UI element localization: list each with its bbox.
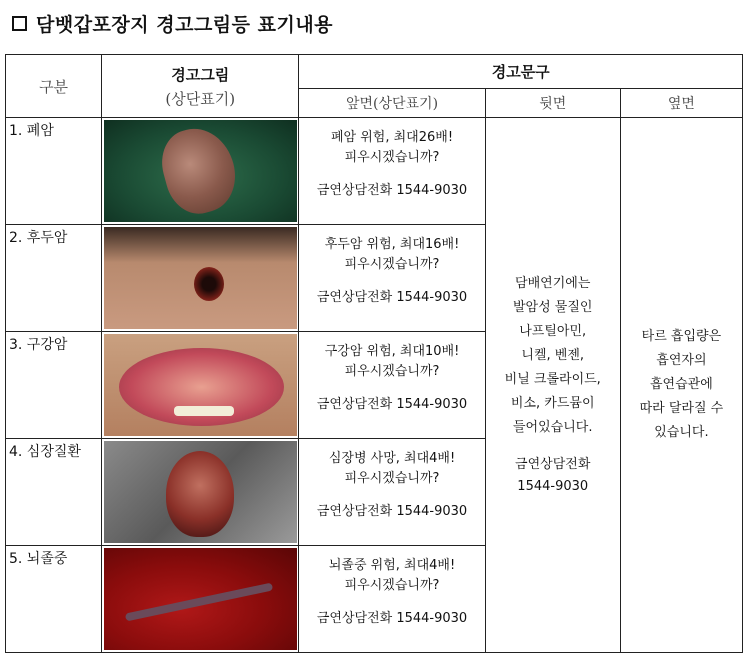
front-line2: 피우시겠습니까? [344,150,440,165]
row-category: 3. 구강암 [6,332,102,439]
back-line2: 발암성 물질인 [512,300,593,315]
side-text-cell [620,118,742,653]
back-line3: 나프틸아민, [519,324,587,339]
front-line1: 폐암 위험, 최대26배! [330,130,454,145]
header-back: 뒷면 [485,89,620,118]
row-picture [102,332,299,439]
header-picture-title: 경고그림 [171,65,230,84]
row-category: 4. 심장질환 [6,439,102,546]
front-hotline: 금연상담전화 1544-9030 [316,397,468,412]
heart-disease-image [104,441,297,543]
front-line1: 후두암 위험, 최대16배! [324,237,460,252]
back-text-cell [485,118,620,653]
back-line1: 담배연기에는 [515,276,591,291]
front-line2: 피우시겠습니까? [344,364,440,379]
side-line3: 흡연습관에 [650,377,713,392]
row-picture [102,118,299,225]
header-front: 앞면(상단표기) [299,89,485,118]
header-warning: 경고문구 [299,55,743,89]
row-front-text [299,546,485,653]
back-line6: 비소, 카드뮴이 [510,396,595,411]
front-line1: 심장병 사망, 최대4배! [328,451,456,466]
header-side: 옆면 [620,89,742,118]
lung-cancer-image [104,120,297,222]
front-hotline: 금연상담전화 1544-9030 [316,183,468,198]
back-line4: 니켈, 벤젠, [521,348,585,363]
heading-text: 담뱃갑포장지 경고그림등 표기내용 [36,13,334,36]
back-hotline-label: 금연상담전화 [515,457,591,472]
row-picture [102,546,299,653]
back-hotline [486,454,620,498]
header-picture [102,55,299,118]
row-front-text [299,439,485,546]
front-line1: 뇌졸중 위험, 최대4배! [328,558,456,573]
row-category: 1. 폐암 [6,118,102,225]
warning-label-table [5,54,743,653]
row-picture [102,225,299,332]
row-category: 5. 뇌졸중 [6,546,102,653]
header-picture-sub: (상단표기) [165,89,236,108]
back-line5: 비닐 크롤라이드, [504,372,601,387]
front-hotline: 금연상담전화 1544-9030 [316,611,468,626]
row-front-text [299,332,485,439]
front-line1: 구강암 위험, 최대10배! [324,344,460,359]
front-line2: 피우시겠습니까? [344,578,440,593]
checkbox-square-icon [12,16,27,31]
oral-cancer-image [104,334,297,436]
side-line2: 흡연자의 [656,353,707,368]
stroke-image [104,548,297,650]
front-line2: 피우시겠습니까? [344,257,440,272]
row-front-text [299,225,485,332]
document-heading [12,8,333,38]
front-hotline: 금연상담전화 1544-9030 [316,504,468,519]
back-hotline-number: 1544-9030 [517,479,589,494]
front-hotline: 금연상담전화 1544-9030 [316,290,468,305]
laryngeal-cancer-image [104,227,297,329]
side-line5: 있습니다. [654,425,709,440]
row-category: 2. 후두암 [6,225,102,332]
header-category: 구분 [6,55,102,118]
row-front-text [299,118,485,225]
table-row [6,118,743,225]
back-line7: 들어있습니다. [512,420,593,435]
row-picture [102,439,299,546]
side-line1: 타르 흡입량은 [641,329,722,344]
front-line2: 피우시겠습니까? [344,471,440,486]
side-line4: 따라 달라질 수 [639,401,724,416]
